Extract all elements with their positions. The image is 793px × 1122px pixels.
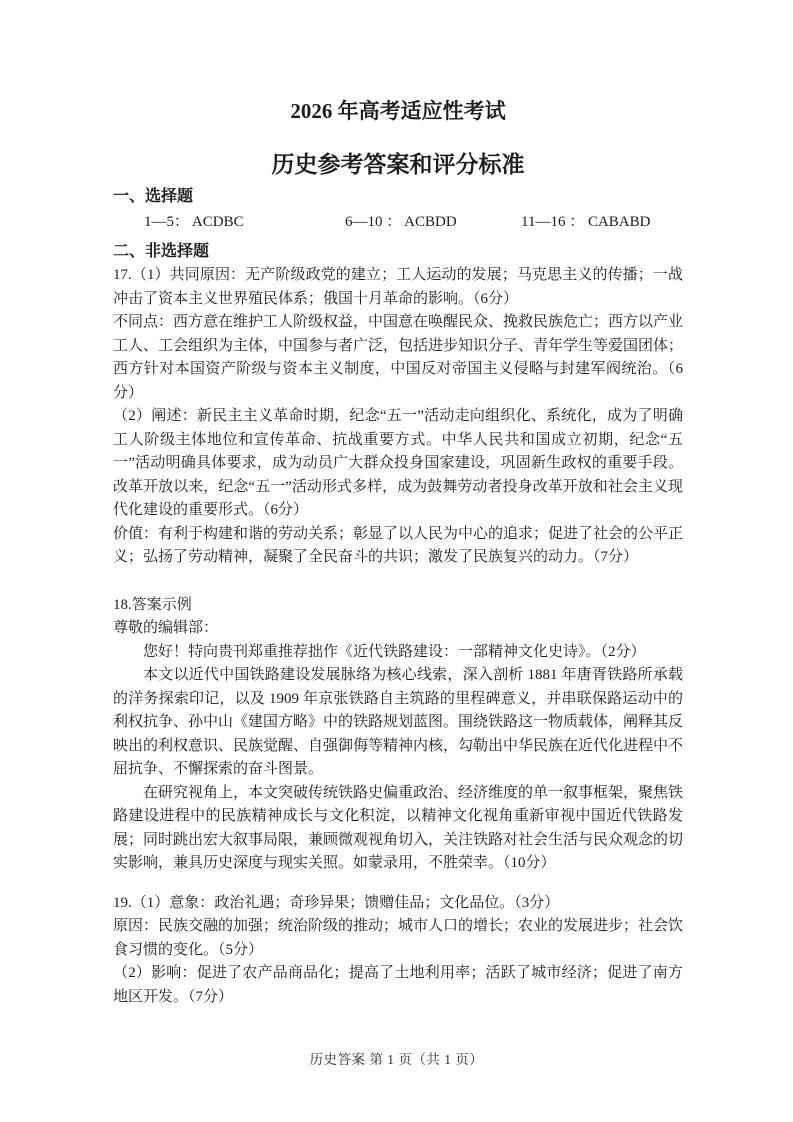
section-2-heading: 二、非选择题 [113, 243, 210, 260]
q19-part1-reasons: 原因：民族交融的加强；统治阶级的推动；城市人口的增长；农业的发展进步；社会饮食习惯的变化。（5分） [113, 918, 684, 958]
q18-salutation: 尊敬的编辑部： [113, 620, 219, 636]
mc-answers-1-5: 1—5： ACDBC [144, 214, 244, 230]
mc-answers-6-10: 6—10 ： ACBDD [345, 214, 457, 230]
q17-part1-differences: 不同点：西方意在维护工人阶级权益，中国意在唤醒民众、挽救民族危亡；西方以产业工人、工会组织为主体，中国参与者广泛，包括进步知识分子、青年学生等爱国团体；西方针对本国资产阶级与资本主义制度，中国反对帝国主义侵略与封建军阀统治。（6分） [113, 314, 684, 401]
q18-answer-example-label: 18.答案示例 [113, 596, 192, 613]
multiple-choice-answers-row [113, 209, 683, 235]
q19-part1-imagery: 19.（1）意象：政治礼遇；奇珍异果；馈赠佳品；文化品位。（3分） [113, 894, 560, 911]
q18-essay-paragraph-2: 在研究视角上，本文突破传统铁路史偏重政治、经济维度的单一叙事框架，聚焦铁路建设进程中的民族精神成长与文化积淀，以精神文化视角重新审视中国近代铁路发展；同时跳出宏大叙事局限，兼顾微观视角切入，关注铁路对社会生活与民众观念的切实影响，兼具历史深度与现实关照。如蒙录用，不胜荣幸。（10分） [113, 784, 684, 871]
q18-recommendation-line: 您好！特向贵刊郑重推荐拙作《近代铁路建设：一部精神文化史诗》。（2分） [143, 643, 646, 660]
question-18-answer [113, 594, 683, 876]
question-19-answer [113, 892, 683, 1010]
q19-part2-effects: （2）影响：促进了农产品商品化；提高了土地利用率；活跃了城市经济；促进了南方地区开发。（7分） [113, 965, 683, 1005]
question-17-answer [113, 264, 683, 570]
page-footer: 历史答案 第 1 页（共 1 页） [309, 1052, 484, 1067]
section-1-heading: 一、选择题 [113, 188, 194, 205]
page-subtitle: 历史参考答案和评分标准 [271, 152, 525, 177]
document-content [113, 0, 683, 1009]
q17-part2-value: 价值：有利于构建和谐的劳动关系；彰显了以人民为中心的追求；促进了社会的公平正义；弘扬了劳动精神，凝聚了全民奋斗的共识；激发了民族复兴的动力。（7分） [113, 525, 684, 565]
mc-answers-11-16: 11—16 ： CABABD [521, 214, 651, 230]
q17-part1-common-reasons: 17.（1）共同原因：无产阶级政党的建立；工人运动的发展；马克思主义的传播；一战冲击了资本主义世界殖民体系；俄国十月革命的影响。（6分） [113, 267, 683, 307]
page-title: 2026 年高考适应性考试 [290, 99, 506, 123]
q18-essay-paragraph-1: 本文以近代中国铁路建设发展脉络为核心线索，深入剖析 1881 年唐胥铁路所承载的洋务探索印记，以及 1909 年京张铁路自主筑路的里程碑意义，并串联保路运动中的利权抗争、孙中山《建国方略》中的铁路规划蓝图。围绕铁路这一物质载体，阐释其反映出的利权意识、民族觉醒、自强御侮等精神内核，勾勒出中华民族在近代化进程中不屈抗争、不懈探索的奋斗图景。 [113, 667, 684, 777]
q17-part2-elaboration: （2）阐述：新民主主义革命时期，纪念“五一”活动走向组织化、系统化，成为了明确工人阶级主体地位和宣传革命、抗战重要方式。中华人民共和国成立初期，纪念“五一”活动明确具体要求，成为动员广大群众投身国家建设，巩固新生政权的重要手段。改革开放以来，纪念“五一”活动形式多样，成为鼓舞劳动者投身改革开放和社会主义现代化建设的重要形式。（6分） [113, 408, 683, 518]
